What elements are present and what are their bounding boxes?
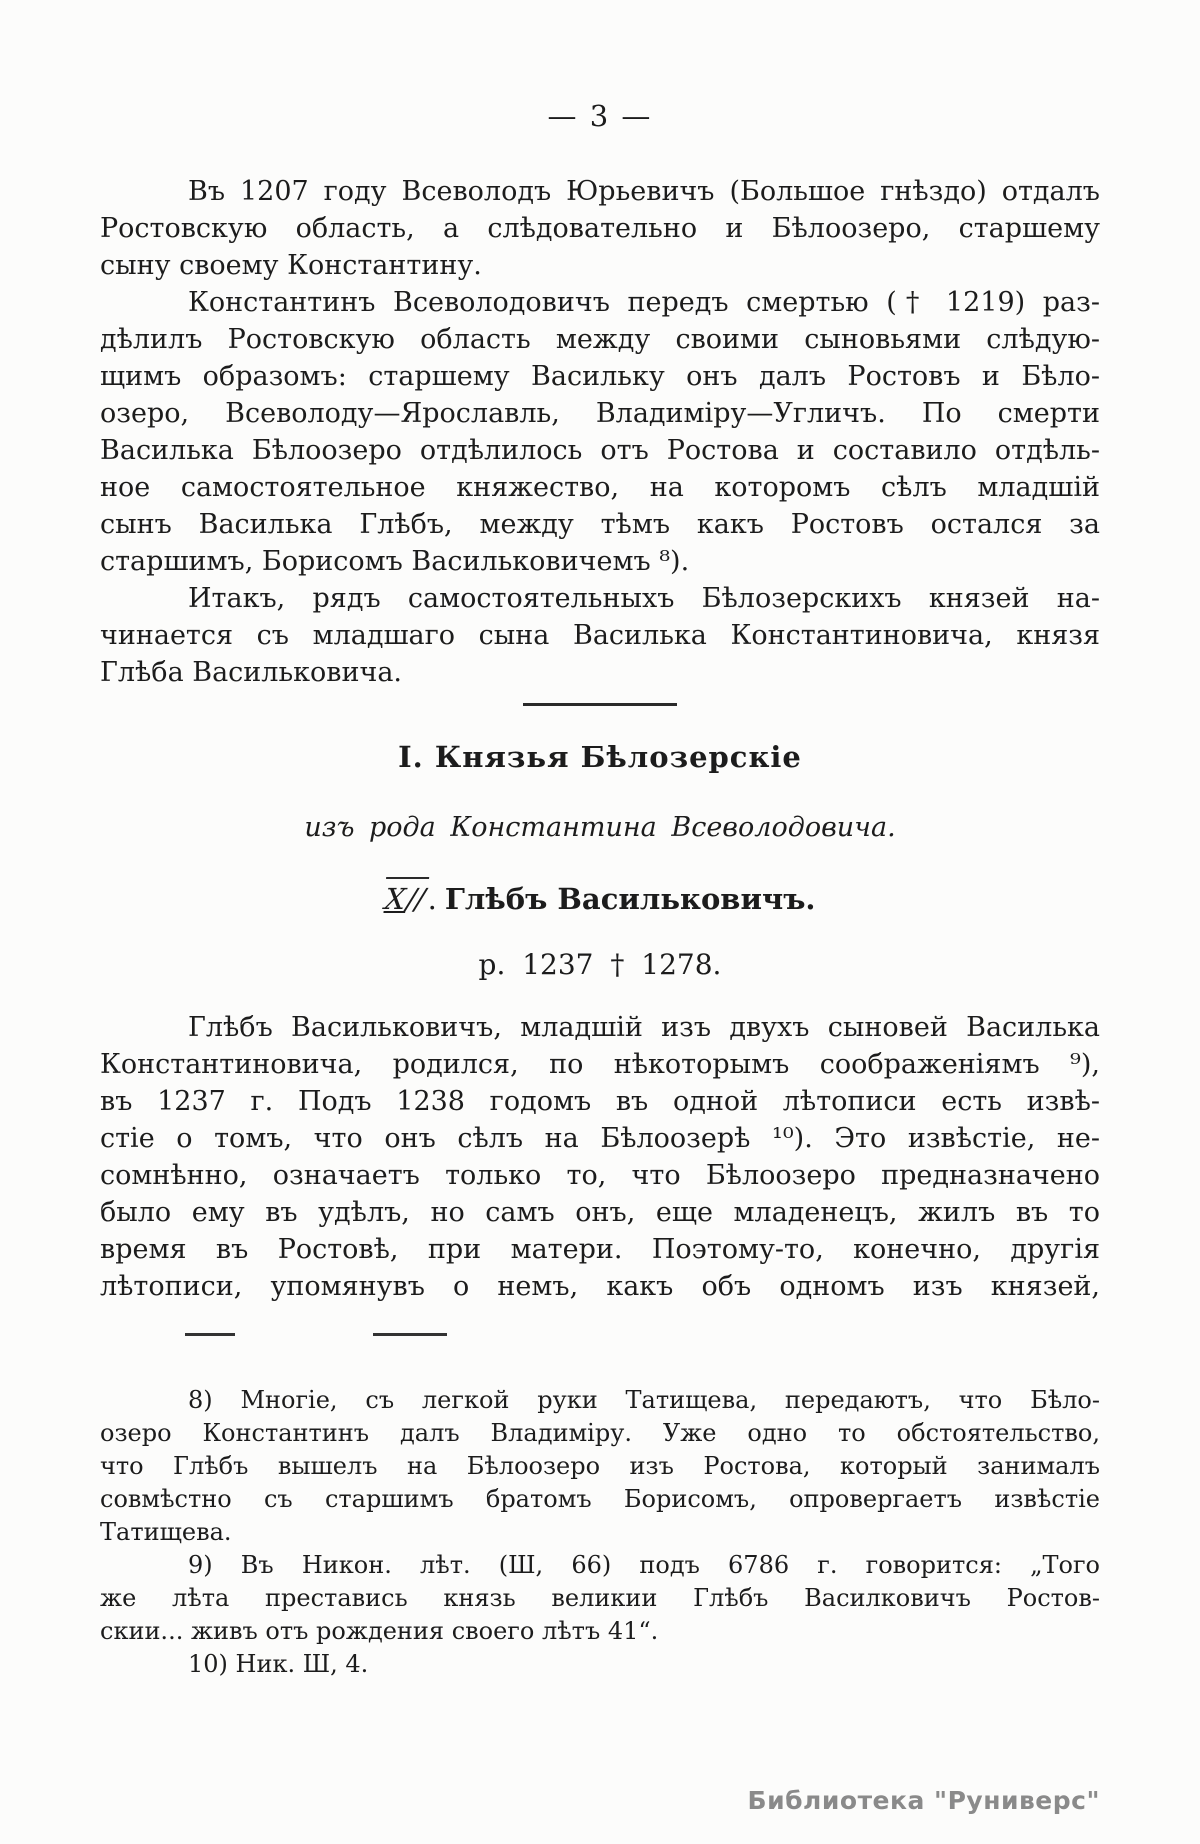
text-line: Глѣбъ Васильковичъ, младшій изъ двухъ сыновей Василька xyxy=(188,1012,1100,1043)
text-line: сыну своему Константину. xyxy=(100,250,482,281)
paragraph-2 xyxy=(100,284,1100,580)
life-dates: р. 1237 † 1278. xyxy=(478,948,722,981)
text-line: Василька Бѣлоозеро отдѣлилось отъ Ростова и составило отдѣль- xyxy=(100,435,1100,466)
library-watermark: Библиотека "Руниверс" xyxy=(747,1786,1100,1815)
footnote-line: 9) Въ Никон. лѣт. (Ш, 66) подъ 6786 г. говорится: „Того xyxy=(188,1551,1100,1579)
footnote-9 xyxy=(100,1549,1100,1648)
footnotes-block xyxy=(100,1384,1100,1681)
footnote-separator xyxy=(100,1333,1100,1336)
chapter-number-handwritten xyxy=(382,877,430,919)
text-line: время въ Ростовѣ, при матери. Поэтому-то, конечно, другія xyxy=(100,1234,1100,1265)
text-line: ное самостоятельное княжество, на которомъ сѣлъ младшій xyxy=(100,472,1100,503)
main-text-block xyxy=(100,173,1100,1681)
section-heading: I. Князья Бѣлозерскіе xyxy=(398,740,802,774)
text-line: щимъ образомъ: старшему Васильку онъ далъ Ростовъ и Бѣло- xyxy=(100,361,1100,392)
chapter-title: Глѣбъ Васильковичъ. xyxy=(444,882,816,916)
text-line: сынъ Василька Глѣбъ, между тѣмъ какъ Ростовъ остался за xyxy=(100,509,1100,540)
chapter-number-strokes: ∕∕ xyxy=(405,882,427,916)
chapter-number-x: X xyxy=(383,882,409,916)
section-subheading: изъ рода Константина Всеволодовича. xyxy=(304,812,896,843)
footnote-line: что Глѣбъ вышелъ на Бѣлоозеро изъ Ростова, который занималъ xyxy=(100,1452,1100,1480)
paragraph-1 xyxy=(100,173,1100,284)
page-number: — 3 — xyxy=(547,99,653,133)
section-divider-rule xyxy=(523,703,677,706)
footnote-line: озеро Константинъ далъ Владиміру. Уже одно то обстоятельство, xyxy=(100,1419,1100,1447)
footnote-8 xyxy=(100,1384,1100,1549)
footnote-line: Татищева. xyxy=(100,1518,232,1546)
text-line: Итакъ, рядъ самостоятельныхъ Бѣлозерскихъ князей на- xyxy=(188,583,1100,614)
footnote-line: совмѣстно съ старшимъ братомъ Борисомъ, опровергаетъ извѣстіе xyxy=(100,1485,1100,1513)
text-line: озеро, Всеволоду—Ярославль, Владиміру—Угличъ. По смерти xyxy=(100,398,1100,429)
text-line: чинается съ младшаго сына Василька Константиновича, князя xyxy=(100,620,1100,651)
footnote-line: 10) Ник. Ш, 4. xyxy=(188,1650,369,1678)
text-line: Ростовскую область, а слѣдовательно и Бѣлоозеро, старшему xyxy=(100,213,1100,244)
text-line: старшимъ, Борисомъ Васильковичемъ ⁸). xyxy=(100,546,690,577)
footnote-line: же лѣта преставись князь великии Глѣбъ Василковичъ Ростов- xyxy=(100,1584,1100,1612)
text-line: лѣтописи, упомянувъ о немъ, какъ объ одномъ изъ князей, xyxy=(100,1271,1100,1302)
body-paragraph xyxy=(100,1009,1100,1305)
text-line: сомнѣнно, означаетъ только то, что Бѣлоозеро предназначено xyxy=(100,1160,1100,1191)
footnote-line: скии... живъ отъ рождения своего лѣтъ 41“. xyxy=(100,1617,659,1645)
text-line: Въ 1207 году Всеволодъ Юрьевичъ (Большое гнѣздо) отдалъ xyxy=(188,176,1100,207)
footnote-separator-dash xyxy=(373,1333,447,1336)
paragraph-3 xyxy=(100,580,1100,691)
text-line: Глѣба Васильковича. xyxy=(100,657,403,688)
text-line: Константинъ Всеволодовичъ передъ смертью († 1219) раз- xyxy=(188,287,1100,318)
chapter-number-period: . xyxy=(427,882,437,916)
footnote-separator-dash xyxy=(185,1333,235,1336)
footnote-10 xyxy=(100,1648,1100,1681)
text-line: стіе о томъ, что онъ сѣлъ на Бѣлоозерѣ ¹⁰). Это извѣстіе, не- xyxy=(100,1123,1100,1154)
text-line: въ 1237 г. Подъ 1238 годомъ въ одной лѣтописи есть извѣ- xyxy=(100,1086,1100,1117)
text-line: было ему въ удѣлъ, но самъ онъ, еще младенецъ, жилъ въ то xyxy=(100,1197,1100,1228)
text-line: Константиновича, родился, по нѣкоторымъ соображеніямъ ⁹), xyxy=(100,1049,1100,1080)
footnote-line: 8) Многіе, съ легкой руки Татищева, передаютъ, что Бѣло- xyxy=(188,1386,1100,1414)
chapter-heading xyxy=(100,877,1100,919)
text-line: дѣлилъ Ростовскую область между своими сыновьями слѣдую- xyxy=(100,324,1100,355)
